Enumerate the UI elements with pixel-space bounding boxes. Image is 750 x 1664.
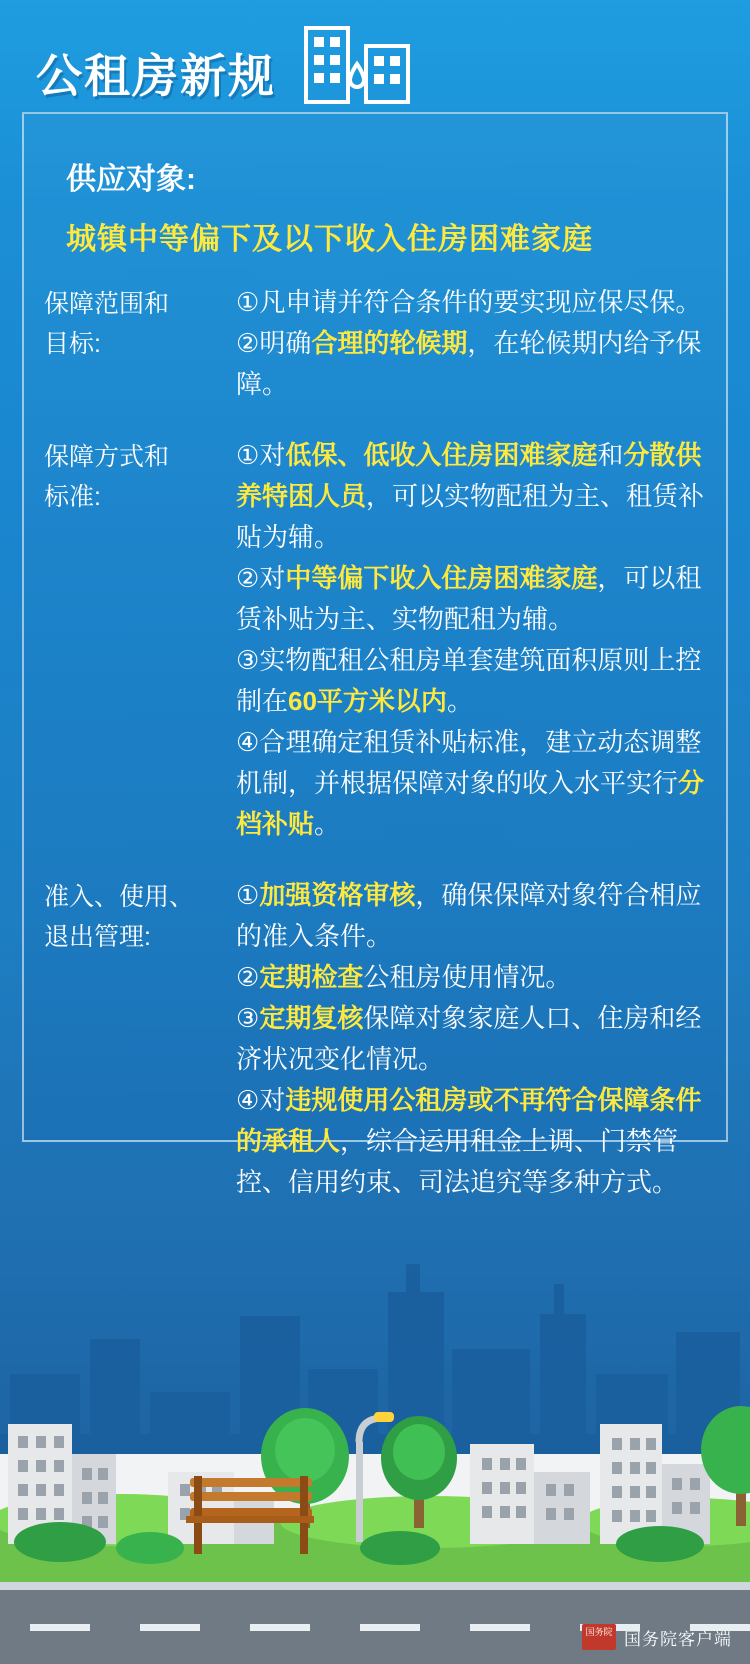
policy-item: [236, 998, 710, 1080]
policy-item-number: ①: [236, 287, 260, 317]
supply-target-label: 供应对象:: [66, 163, 196, 196]
policy-text: 公租房使用情况。: [363, 962, 572, 992]
policy-highlight-text: 违规使用公租房或不再符合保障条件的承租人: [236, 1085, 702, 1156]
policy-text: ，可以租赁补贴为主、实物配租为辅。: [236, 563, 702, 634]
policy-item: [236, 640, 710, 722]
policy-text: 。: [314, 809, 341, 839]
policy-highlight-text: 中等偏下收入住房困难家庭: [285, 563, 598, 593]
gov-logo-icon: 国务院: [582, 1624, 616, 1650]
policy-row-label-line: 退出管理:: [44, 923, 151, 951]
policy-text: 对: [259, 440, 286, 470]
policy-item: [236, 558, 710, 640]
policy-text: ，在轮候期内给予保障。: [236, 328, 702, 399]
policy-row-body: [236, 282, 710, 405]
content-card: [22, 112, 728, 1197]
policy-item-number: ③: [236, 645, 260, 675]
policy-item-number: ②: [236, 563, 260, 593]
policy-text: 合理确定租赁补贴标准，建立动态调整机制，并根据保障对象的收入水平实行: [236, 727, 702, 798]
policy-item-number: ④: [236, 1085, 260, 1115]
policy-highlight-text: 分档补贴: [236, 768, 705, 839]
policy-text: 凡申请并符合条件的要实现应保尽保。: [259, 287, 702, 317]
policy-item: [236, 957, 710, 998]
policy-text: 。: [446, 686, 473, 716]
policy-item: [236, 282, 710, 323]
policy-row-label: [44, 435, 236, 845]
policy-item: [236, 323, 710, 405]
policy-text: ，可以实物配租为主、租赁补贴为辅。: [236, 481, 705, 552]
policy-text: 和: [597, 440, 624, 470]
policy-item-number: ①: [236, 880, 260, 910]
policy-text: 对: [259, 563, 286, 593]
policy-item-number: ③: [236, 1003, 260, 1033]
city-illustration: [0, 1124, 750, 1664]
policy-row-label-line: 保障方式和: [44, 443, 170, 471]
policy-highlight-text: 合理的轮候期: [311, 328, 468, 358]
policy-highlight-text: 低保、低收入住房困难家庭: [285, 440, 598, 470]
policy-row: [24, 435, 730, 845]
policy-row-label-line: 准入、使用、: [44, 883, 195, 911]
policy-text: 明确: [259, 328, 312, 358]
footer-badge: [582, 1624, 732, 1650]
policy-item: [236, 875, 710, 957]
policy-text: 对: [259, 1085, 286, 1115]
poster-header: [0, 0, 750, 120]
policy-highlight-text: 定期检查: [259, 962, 364, 992]
policy-rows: [24, 282, 730, 1233]
policy-row: [24, 282, 730, 405]
policy-item-number: ②: [236, 962, 260, 992]
footer-source-label: 国务院客户端: [624, 1629, 732, 1649]
policy-row-label-line: 保障范围和: [44, 290, 170, 318]
policy-highlight-text: 加强资格审核: [259, 880, 416, 910]
policy-item-number: ②: [236, 328, 260, 358]
policy-row-label-line: 目标:: [44, 330, 101, 358]
policy-text: 保障对象家庭人口、住房和经济状况变化情况。: [236, 1003, 702, 1074]
policy-item: [236, 722, 710, 845]
policy-item-number: ④: [236, 727, 260, 757]
policy-highlight-text: 定期复核: [259, 1003, 364, 1033]
policy-highlight-text: 分散供养特困人员: [236, 440, 702, 511]
policy-text: 实物配租公租房单套建筑面积原则上控制在: [236, 645, 702, 716]
policy-row-body: [236, 435, 710, 845]
policy-highlight-text: 60平方米以内: [288, 686, 447, 716]
building-icon: [300, 20, 420, 115]
policy-item-number: ①: [236, 440, 260, 470]
page-title: 公租房新规: [36, 50, 276, 102]
policy-text: ，综合运用租金上调、门禁管控、信用约束、司法追究等多种方式。: [236, 1126, 679, 1197]
policy-item: [236, 435, 710, 558]
policy-row-label: [44, 282, 236, 405]
supply-target-value: 城镇中等偏下及以下收入住房困难家庭: [66, 223, 593, 256]
policy-text: ，确保保障对象符合相应的准入条件。: [236, 880, 702, 951]
policy-row-label-line: 标准:: [44, 483, 101, 511]
